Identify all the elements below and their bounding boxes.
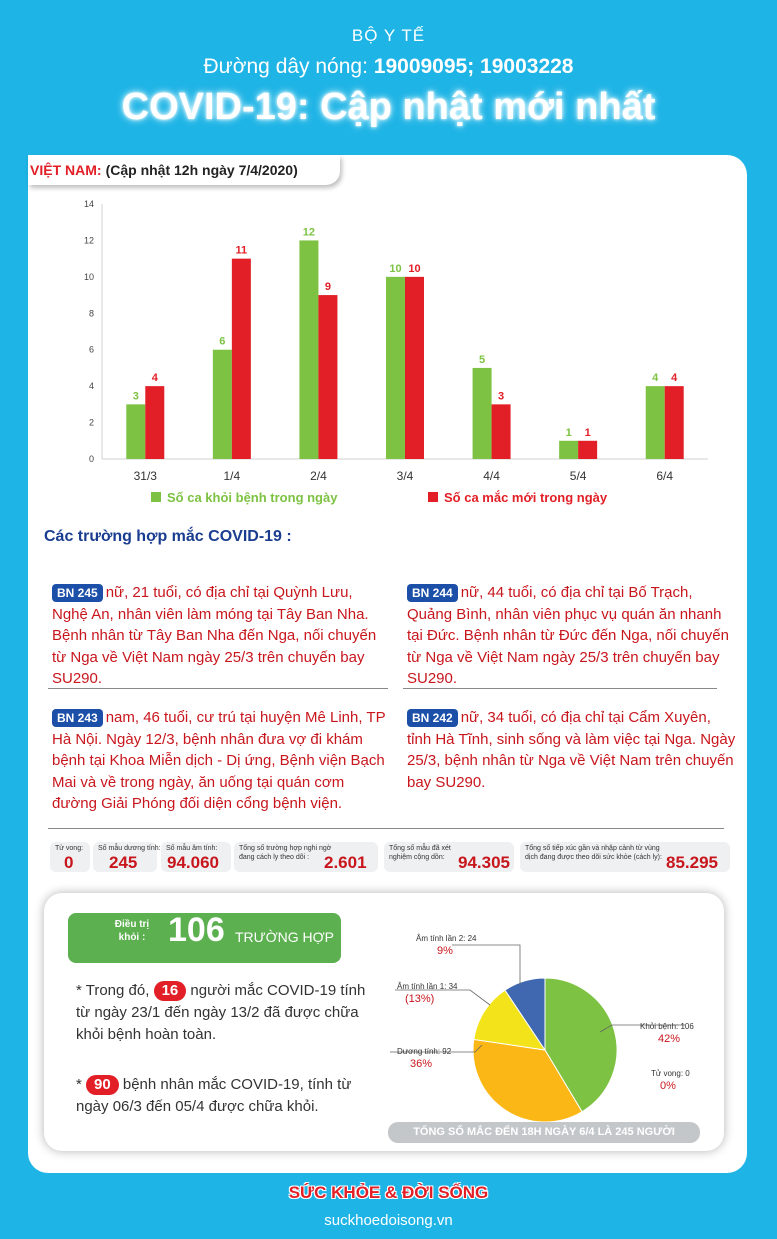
stat-value: 85.295 bbox=[666, 853, 718, 872]
legend-swatch bbox=[428, 492, 438, 502]
case-text: nam, 46 tuổi, cư trú tại huyện Mê Linh, TP Hà Nội. Ngày 12/3, bệnh nhân đưa vợ đi khám bệnh tại Khoa Miễn dịch - Dị ứng, Bệnh viện Bạch Mai và về trong ngày, ăn uống tại quán cơm đường Giải Phóng đối diện cổng bệnh viện. bbox=[52, 709, 386, 812]
daily-bar-chart bbox=[0, 0, 777, 520]
bar-new-1/4 bbox=[232, 259, 251, 459]
recovered-unit: TRƯỜNG HỢP bbox=[235, 929, 334, 945]
brand-logo: SỨC KHỎE & ĐỜI SỐNG bbox=[288, 1183, 489, 1202]
x-tick-label: 1/4 bbox=[223, 469, 241, 483]
divider bbox=[48, 688, 388, 689]
x-tick-label: 3/4 bbox=[396, 469, 414, 483]
bar-data-label: 3 bbox=[498, 390, 505, 403]
region-name: VIỆT NAM: bbox=[30, 162, 102, 178]
note-text: người mắc COVID-19 tính từ ngày 23/1 đến ngày 13/2 đã được chữa khỏi bệnh hoàn toàn. bbox=[76, 982, 366, 1043]
legend-label: Số ca khỏi bệnh trong ngày bbox=[167, 490, 338, 505]
bar-new-2/4 bbox=[318, 295, 337, 459]
recovered-value: 106 bbox=[168, 911, 225, 949]
pie-label: Tử vong: 0 bbox=[651, 1069, 690, 1078]
bar-new-5/4 bbox=[578, 441, 597, 459]
case-text: nữ, 44 tuổi, có địa chỉ tại Bố Trạch, Quảng Bình, nhân viên phục vụ quán ăn nhanh tại Đức. Bệnh nhân từ Đức đến Nga, nối chuyến từ Nga về Việt Nam ngày 25/3 trên chuyến bay SU290. bbox=[407, 584, 729, 687]
stat-value: 94.305 bbox=[458, 853, 510, 872]
bar-data-label: 6 bbox=[219, 335, 226, 348]
pie-label: Khỏi bệnh: 106 bbox=[640, 1022, 694, 1031]
bar-data-label: 3 bbox=[132, 390, 139, 403]
stat-value: 0 bbox=[64, 853, 74, 872]
stat-label: Số mẫu âm tính: bbox=[166, 845, 218, 852]
bar-data-label: 4 bbox=[671, 372, 678, 385]
legend-label: Số ca mắc mới trong ngày bbox=[444, 490, 608, 505]
bar-recovered-31/3 bbox=[126, 404, 145, 459]
hotline-label: Đường dây nóng: bbox=[203, 55, 368, 78]
stat-value: 245 bbox=[109, 853, 138, 872]
x-tick-label: 2/4 bbox=[310, 469, 327, 483]
y-tick-label: 2 bbox=[88, 417, 94, 428]
bar-data-label: 4 bbox=[652, 372, 659, 385]
case-id-badge: BN 243 bbox=[52, 709, 103, 727]
bar-data-label: 1 bbox=[565, 426, 572, 439]
hotline-numbers: 19009095; 19003228 bbox=[373, 55, 574, 78]
pie-pct: 42% bbox=[658, 1033, 681, 1045]
divider bbox=[48, 828, 724, 829]
pie-label: Âm tính lần 2: 24 bbox=[416, 934, 477, 943]
bar-data-label: 10 bbox=[408, 262, 421, 275]
y-tick-label: 10 bbox=[83, 271, 94, 282]
x-tick-label: 4/4 bbox=[483, 469, 500, 483]
y-tick-label: 8 bbox=[88, 308, 94, 319]
bar-recovered-2/4 bbox=[299, 240, 318, 459]
pie-pct: 9% bbox=[437, 945, 453, 957]
x-tick-label: 31/3 bbox=[133, 469, 157, 483]
legend-swatch bbox=[151, 492, 161, 502]
cases-heading: Các trường hợp mắc COVID-19 : bbox=[44, 528, 292, 545]
y-tick-label: 14 bbox=[83, 199, 94, 209]
stat-label: Tử vong: bbox=[55, 845, 84, 852]
pie-pct: (13%) bbox=[405, 993, 435, 1005]
stat-value: 2.601 bbox=[324, 853, 367, 872]
recovered-label: Điều trị khỏi : bbox=[114, 919, 150, 943]
note-number-pill: 16 bbox=[154, 981, 187, 1001]
bar-data-label: 5 bbox=[479, 353, 486, 366]
bar-data-label: 1 bbox=[584, 426, 591, 439]
stat-label: Tổng số tiếp xúc gần và nhập cảnh từ vùng dịch đang được theo dõi sức khỏe (cách ly): bbox=[525, 845, 662, 861]
note-text: bệnh nhân mắc COVID-19, tính từ ngày 06/3 đến 05/4 được chữa khỏi. bbox=[76, 1076, 352, 1115]
x-tick-label: 6/4 bbox=[656, 469, 674, 483]
brand-url[interactable]: suckhoedoisong.vn bbox=[324, 1212, 453, 1229]
bar-recovered-4/4 bbox=[473, 368, 492, 459]
stat-deaths bbox=[50, 842, 90, 872]
pie-pct: 36% bbox=[410, 1058, 433, 1070]
stat-label: Số mẫu dương tính: bbox=[98, 845, 161, 852]
bar-data-label: 12 bbox=[302, 226, 316, 239]
stat-suspected bbox=[234, 842, 378, 872]
bar-recovered-6/4 bbox=[646, 386, 665, 459]
bar-new-3/4 bbox=[405, 277, 424, 459]
case-item bbox=[407, 707, 737, 793]
total-cases-bar: TỔNG SỐ MẮC ĐẾN 18H NGÀY 6/4 LÀ 245 NGƯỜI bbox=[388, 1122, 700, 1143]
y-tick-label: 4 bbox=[88, 381, 94, 392]
note-text: * Trong đó, bbox=[76, 982, 150, 999]
note-text: * bbox=[76, 1076, 82, 1093]
stat-label: Tổng số mẫu đã xét nghiệm cộng dồn: bbox=[389, 845, 451, 861]
case-item bbox=[52, 707, 387, 815]
case-id-badge: BN 245 bbox=[52, 584, 103, 602]
stat-monitored bbox=[520, 842, 730, 872]
y-tick-label: 12 bbox=[83, 235, 94, 246]
pie-label: Dương tính: 92 bbox=[397, 1047, 452, 1056]
stat-positive bbox=[93, 842, 161, 872]
region-update: (Cập nhật 12h ngày 7/4/2020) bbox=[105, 162, 298, 178]
bars-group bbox=[126, 226, 683, 459]
pie-pct: 0% bbox=[660, 1080, 676, 1092]
x-tick-label: 5/4 bbox=[569, 469, 587, 483]
case-text: nữ, 21 tuổi, có địa chỉ tại Quỳnh Lưu, Nghệ An, nhân viên làm móng tại Tây Ban Nha. Bệnh nhân từ Tây Ban Nha đến Nga, nối chuyến từ Nga về Việt Nam ngày 25/3 trên chuyến bay SU290. bbox=[52, 584, 377, 687]
pie-label: Âm tính lần 1: 34 bbox=[397, 982, 458, 991]
bar-new-6/4 bbox=[665, 386, 684, 459]
stat-tested bbox=[384, 842, 514, 872]
bar-data-label: 4 bbox=[151, 372, 158, 385]
case-item bbox=[407, 582, 737, 690]
bar-data-label: 10 bbox=[389, 262, 402, 275]
org-name: BỘ Y TẾ bbox=[351, 26, 426, 45]
case-item bbox=[52, 582, 387, 690]
y-tick-label: 6 bbox=[88, 344, 94, 355]
bar-new-31/3 bbox=[145, 386, 164, 459]
recovered-box bbox=[68, 913, 341, 963]
divider bbox=[403, 688, 717, 689]
stats-row bbox=[50, 842, 730, 872]
stat-negative bbox=[161, 842, 231, 872]
chart-legend bbox=[151, 490, 608, 505]
note-number-pill: 90 bbox=[86, 1075, 119, 1095]
y-tick-label: 0 bbox=[88, 454, 94, 464]
bar-data-label: 9 bbox=[324, 281, 331, 294]
bar-recovered-1/4 bbox=[213, 350, 232, 459]
bar-recovered-3/4 bbox=[386, 277, 405, 459]
bar-data-label: 11 bbox=[235, 244, 248, 257]
recovered-note-1 bbox=[76, 980, 366, 1046]
stat-value: 94.060 bbox=[167, 853, 219, 872]
page-title: COVID-19: Cập nhật mới nhất bbox=[121, 86, 656, 128]
x-ticks-group bbox=[134, 469, 674, 483]
y-ticks-group bbox=[84, 199, 94, 464]
case-text: nữ, 34 tuổi, có địa chỉ tại Cẩm Xuyên, tỉnh Hà Tĩnh, sinh sống và làm việc tại Nga. Ngày 25/3, bệnh nhân từ Nga về Việt Nam trên chuyến bay SU290. bbox=[407, 709, 736, 791]
bar-recovered-5/4 bbox=[559, 441, 578, 459]
stat-label: Tổng số trường hợp nghi ngờ đang cách ly theo dõi : bbox=[239, 845, 332, 861]
bar-new-4/4 bbox=[492, 404, 511, 459]
recovered-note-2 bbox=[76, 1074, 376, 1118]
case-id-badge: BN 242 bbox=[407, 709, 458, 727]
case-id-badge: BN 244 bbox=[407, 584, 458, 602]
